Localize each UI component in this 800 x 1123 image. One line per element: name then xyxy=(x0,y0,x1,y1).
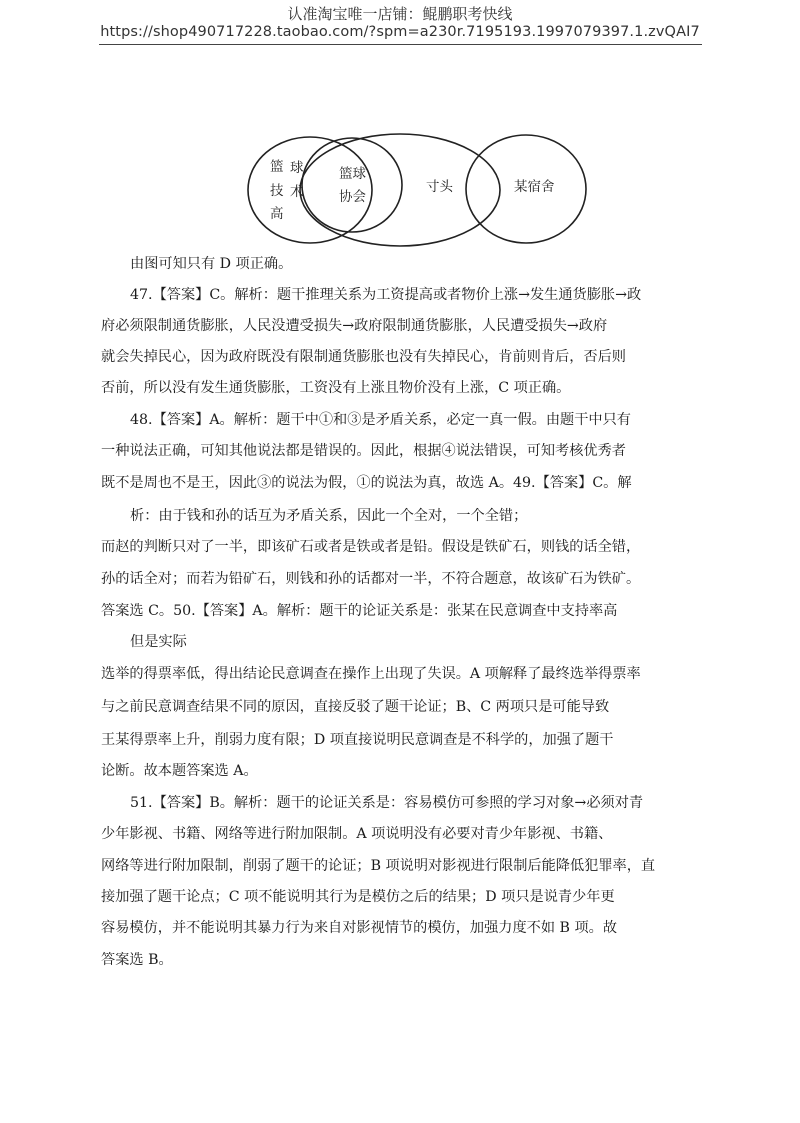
label-basketball-skill-4: 术 xyxy=(290,184,304,200)
body-line: 答案选 C。50.【答案】A。解析：题干的论证关系是：张某在民意调查中支持率高 xyxy=(101,603,618,619)
label-basketball-club-2: 协会 xyxy=(339,189,366,205)
body-line: 而赵的判断只对了一半，即该矿石或者是铁或者是铅。假设是铁矿石，则钱的话全错， xyxy=(101,539,641,555)
label-dorm: 某宿舍 xyxy=(514,179,555,195)
body-line: 析：由于钱和孙的话互为矛盾关系，因此一个全对，一个全错； xyxy=(130,508,528,524)
body-line: 少年影视、书籍、网络等进行附加限制。A 项说明没有必要对青少年影视、书籍、 xyxy=(101,826,613,842)
label-basketball-skill-2: 球 xyxy=(290,160,304,176)
body-line: 48.【答案】A。解析：题干中①和③是矛盾关系，必定一真一假。由题干中只有 xyxy=(130,412,631,428)
label-height: 寸头 xyxy=(426,179,453,195)
body-line: 论断。故本题答案选 A。 xyxy=(101,763,258,779)
body-line: 51.【答案】B。解析：题干的论证关系是：容易模仿可参照的学习对象→必须对青 xyxy=(130,795,644,811)
body-line: 就会失掉民心，因为政府既没有限制通货膨胀也没有失掉民心，肯前则肯后，否后则 xyxy=(101,349,626,365)
body-line: 王某得票率上升，削弱力度有限；D 项直接说明民意调查是不科学的，加强了题干 xyxy=(101,732,614,748)
body-line: 选举的得票率低，得出结论民意调查在操作上出现了失误。A 项解释了最终选举得票率 xyxy=(101,666,641,682)
label-basketball-skill-3: 技 xyxy=(270,183,284,199)
basketball-club-circle xyxy=(302,138,402,232)
label-basketball-skill-5: 高 xyxy=(270,206,284,222)
store-header: 认准淘宝唯一店铺：鲲鹏职考快线 xyxy=(287,5,513,23)
body-line: 由图可知只有 D 项正确。 xyxy=(130,256,293,272)
body-line: 否前，所以没有发生通货膨胀，工资没有上涨且物价没有上涨，C 项正确。 xyxy=(101,380,571,396)
body-line: 容易模仿，并不能说明其暴力行为来自对影视情节的模仿，加强力度不如 B 项。故 xyxy=(101,920,618,936)
body-line: 接加强了题干论点；C 项不能说明其行为是模仿之后的结果；D 项只是说青少年更 xyxy=(101,889,615,905)
venn-diagram xyxy=(0,0,800,260)
body-line: 但是实际 xyxy=(130,634,187,650)
body-line: 既不是周也不是王，因此③的说法为假，①的说法为真，故选 A。49.【答案】C。解 xyxy=(101,475,632,491)
body-line: 孙的话全对；而若为铅矿石，则钱和孙的话都对一半，不符合题意，故该矿石为铁矿。 xyxy=(101,571,641,587)
label-basketball-club-1: 篮球 xyxy=(339,166,366,182)
height-circle xyxy=(300,134,500,246)
store-url: https://shop490717228.taobao.com/?spm=a230r.7195193.1997079397.1.zvQAI7 xyxy=(100,24,700,40)
body-line: 一种说法正确，可知其他说法都是错误的。因此，根据④说法错误，可知考核优秀者 xyxy=(101,443,626,459)
body-line: 与之前民意调查结果不同的原因，直接反驳了题干论证；B、C 两项只是可能导致 xyxy=(101,699,610,715)
body-line: 网络等进行附加限制，削弱了题干的论证；B 项说明对影视进行限制后能降低犯罪率，直 xyxy=(101,858,656,874)
body-line: 47.【答案】C。解析：题干推理关系为工资提高或者物价上涨→发生通货膨胀→政 xyxy=(130,287,642,303)
body-line: 答案选 B。 xyxy=(101,952,173,968)
label-basketball-skill-1: 篮 xyxy=(270,159,284,175)
body-line: 府必须限制通货膨胀，人民没遭受损失→政府限制通货膨胀，人民遭受损失→政府 xyxy=(101,318,608,334)
